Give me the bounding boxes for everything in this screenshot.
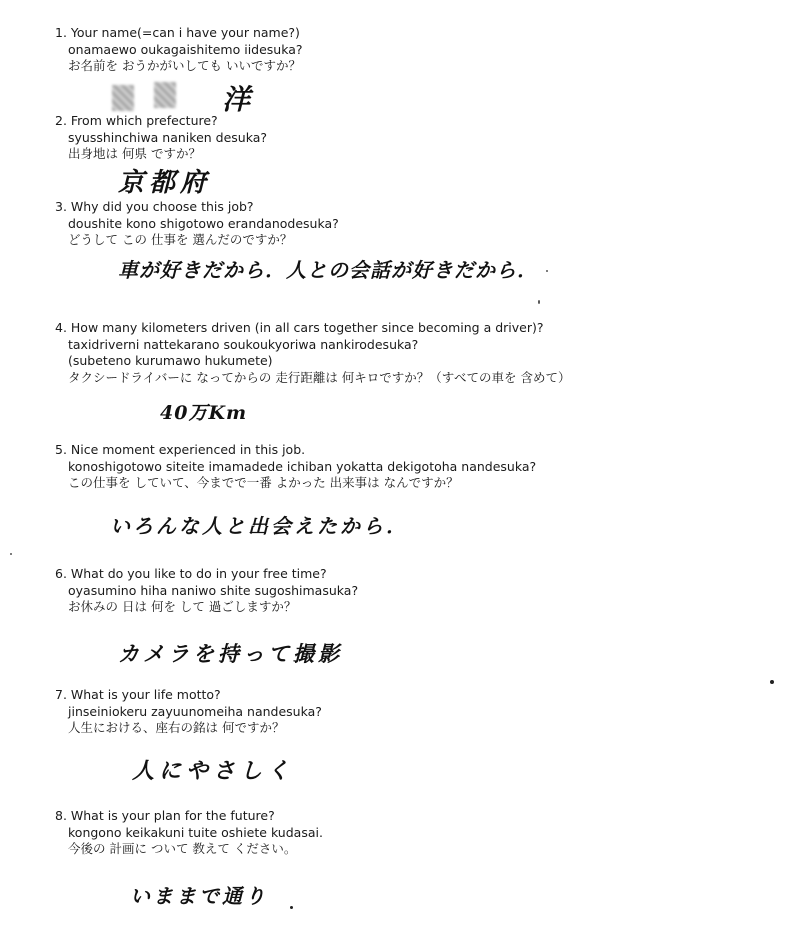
question-6-japanese: お休みの 日は 何を して 過ごしますか？	[68, 599, 297, 614]
question-1-japanese: お名前を おうかがいしても いいですか？	[68, 58, 301, 73]
question-4	[55, 320, 571, 386]
question-5	[55, 442, 536, 492]
question-2	[55, 113, 267, 163]
question-3-romaji: doushite kono shigotowo erandanodesuka?	[68, 215, 339, 231]
answer-8: いままで通り	[130, 884, 268, 908]
answer-1: 洋	[222, 83, 253, 116]
answer-4: 40万Km	[160, 402, 248, 424]
question-8-japanese: 今後の 計画に ついて 教えて ください。	[68, 841, 297, 856]
question-6-romaji: oyasumino hiha naniwo shite sugoshimasuka?	[68, 582, 359, 598]
question-4-title: 4. How many kilometers driven (in all cars together since becoming a driver)?	[55, 320, 544, 335]
scan-speck	[10, 553, 12, 555]
question-1-title: 1. Your name(=can i have your name?)	[55, 25, 300, 40]
answer-6: カメラを持って撮影	[118, 641, 343, 666]
question-8	[55, 808, 323, 858]
question-2-title: 2. From which prefecture?	[55, 113, 218, 128]
question-2-japanese: 出身地は 何県 ですか？	[68, 146, 201, 161]
question-5-romaji: konoshigotowo siteite imamadede ichiban yokatta dekigotoha nandesuka?	[68, 458, 537, 474]
question-5-japanese: この仕事を していて、今までで一番 よかった 出来事は なんですか？	[68, 475, 459, 490]
question-8-title: 8. What is your plan for the future?	[55, 808, 275, 823]
question-1	[55, 25, 303, 75]
question-8-romaji: kongono keikakuni tuite oshiete kudasai.	[68, 824, 323, 840]
answer-2: 京都府	[118, 168, 212, 198]
question-7-title: 7. What is your life motto?	[55, 687, 221, 702]
scan-speck	[770, 680, 774, 684]
question-6-title: 6. What do you like to do in your free time?	[55, 566, 327, 581]
question-4-romaji-2: (subeteno kurumawo hukumete)	[68, 353, 273, 368]
question-3-japanese: どうして この 仕事を 選んだのですか？	[68, 232, 293, 247]
question-5-title: 5. Nice moment experienced in this job.	[55, 442, 306, 457]
answer-5: いろんな人と出会えたから．	[110, 514, 409, 538]
redacted-name-block	[112, 82, 194, 114]
question-1-romaji: onamaewo oukagaishitemo iidesuka?	[68, 41, 303, 57]
scan-speck	[290, 906, 293, 909]
question-6	[55, 566, 358, 616]
question-7-romaji: jinseiniokeru zayuunomeiha nandesuka?	[68, 703, 322, 719]
answer-7: 人にやさしく	[132, 758, 295, 784]
question-3-title: 3. Why did you choose this job?	[55, 199, 254, 214]
question-7	[55, 687, 322, 737]
question-3	[55, 199, 339, 249]
question-7-japanese: 人生における、座右の銘は 何ですか？	[68, 720, 285, 735]
question-2-romaji: syusshinchiwa naniken desuka?	[68, 129, 268, 145]
question-4-japanese: タクシードライバーに なってからの 走行距離は 何キロですか？（すべての車を 含めて）	[68, 369, 571, 385]
scan-speck	[546, 270, 548, 272]
scan-speck	[538, 300, 540, 304]
answer-3: 車が好きだから．人との会話が好きだから．	[118, 258, 538, 282]
question-4-romaji: taxidriverni nattekarano soukoukyoriwa nankirodesuka?	[68, 336, 419, 352]
